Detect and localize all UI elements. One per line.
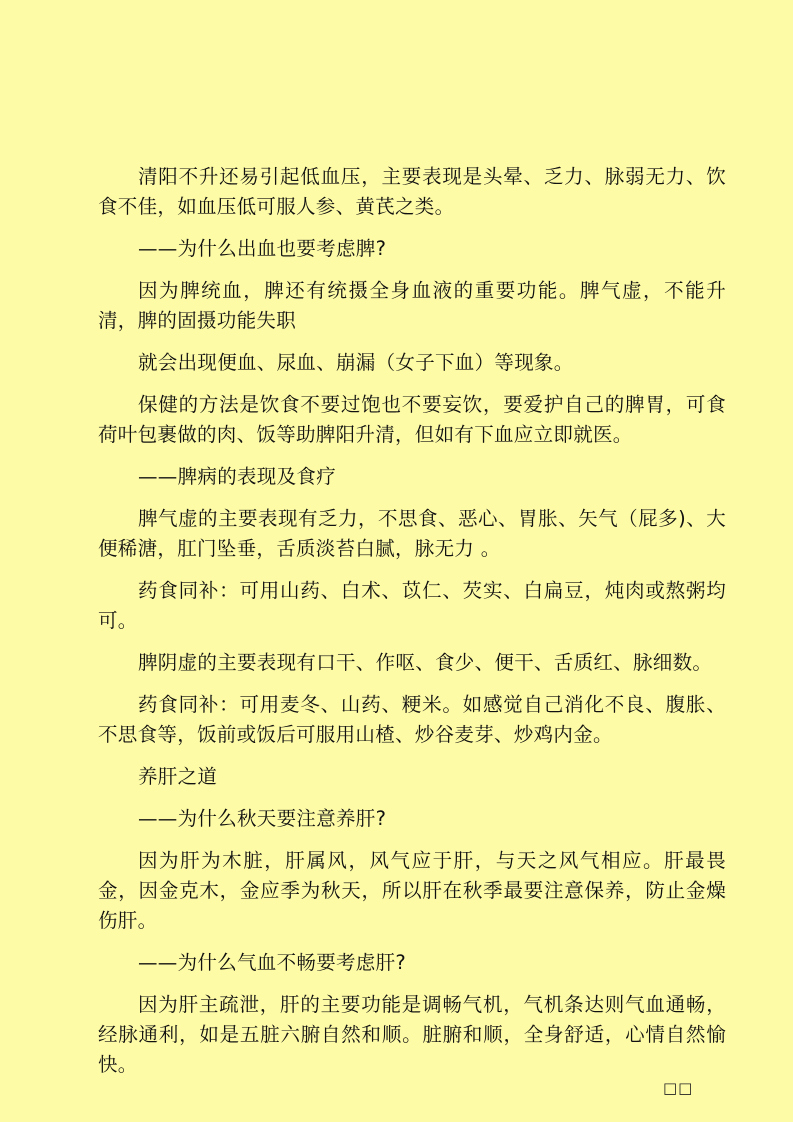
question-qi-blood-liver: ——为什么气血不畅要考虑肝?: [138, 951, 407, 974]
paragraph-food-remedy-qi: 药食同补：可用山药、白术、苡仁、芡实、白扁豆，炖肉或熬粥均可。: [98, 579, 726, 632]
paragraph-food-remedy-yin: 药食同补：可用麦冬、山药、粳米。如感觉自己消化不良、腹胀、不思食等，饭前或饭后可服用山楂、炒谷麦芽、炒鸡内金。: [98, 693, 726, 746]
paragraph-bleeding-symptoms: 就会出现便血、尿血、崩漏（女子下血）等现象。: [138, 351, 574, 374]
paragraph-liver-dispersion: 因为肝主疏泄，肝的主要功能是调畅气机，气机条达则气血通畅，经脉通利，如是五脏六腑自然和顺。脏腑和顺，全身舒适，心情自然愉快。: [98, 993, 726, 1076]
paragraph-spleen-yin-deficiency: 脾阴虚的主要表现有口干、作呕、食少、便干、舌质红、脉细数。: [138, 651, 713, 674]
question-bleeding-spleen: ——为什么出血也要考虑脾?: [138, 237, 387, 260]
question-spleen-disease-diet: ——脾病的表现及食疗: [138, 465, 336, 488]
paragraph-care-method: 保健的方法是饮食不要过饱也不要妄饮，要爱护自己的脾胃，可食荷叶包裹做的肉、饭等助脾阳升清，但如有下血应立即就医。: [98, 393, 726, 446]
paragraph-liver-wood-organ: 因为肝为木脏，肝属风，风气应于肝，与天之风气相应。肝最畏金，因金克木，金应季为秋天，所以肝在秋季最要注意保养，防止金燥伤肝。: [98, 849, 726, 932]
paragraph-spleen-governs-blood: 因为脾统血，脾还有统摄全身血液的重要功能。脾气虚，不能升清，脾的固摄功能失职: [98, 279, 726, 332]
page-number: □□: [663, 1079, 694, 1097]
question-autumn-liver: ——为什么秋天要注意养肝?: [138, 807, 387, 830]
paragraph-low-blood-pressure: 清阳不升还易引起低血压，主要表现是头晕、乏力、脉弱无力、饮食不佳，如血压低可服人参、黄芪之类。: [98, 165, 726, 218]
document-body: [98, 162, 726, 1092]
paragraph-spleen-qi-deficiency: 脾气虚的主要表现有乏力，不思食、恶心、胃胀、矢气（屁多)、大便稀溏，肛门坠垂，舌质淡苔白腻，脉无力 。: [98, 507, 726, 560]
section-title-liver-care: 养肝之道: [138, 765, 218, 788]
